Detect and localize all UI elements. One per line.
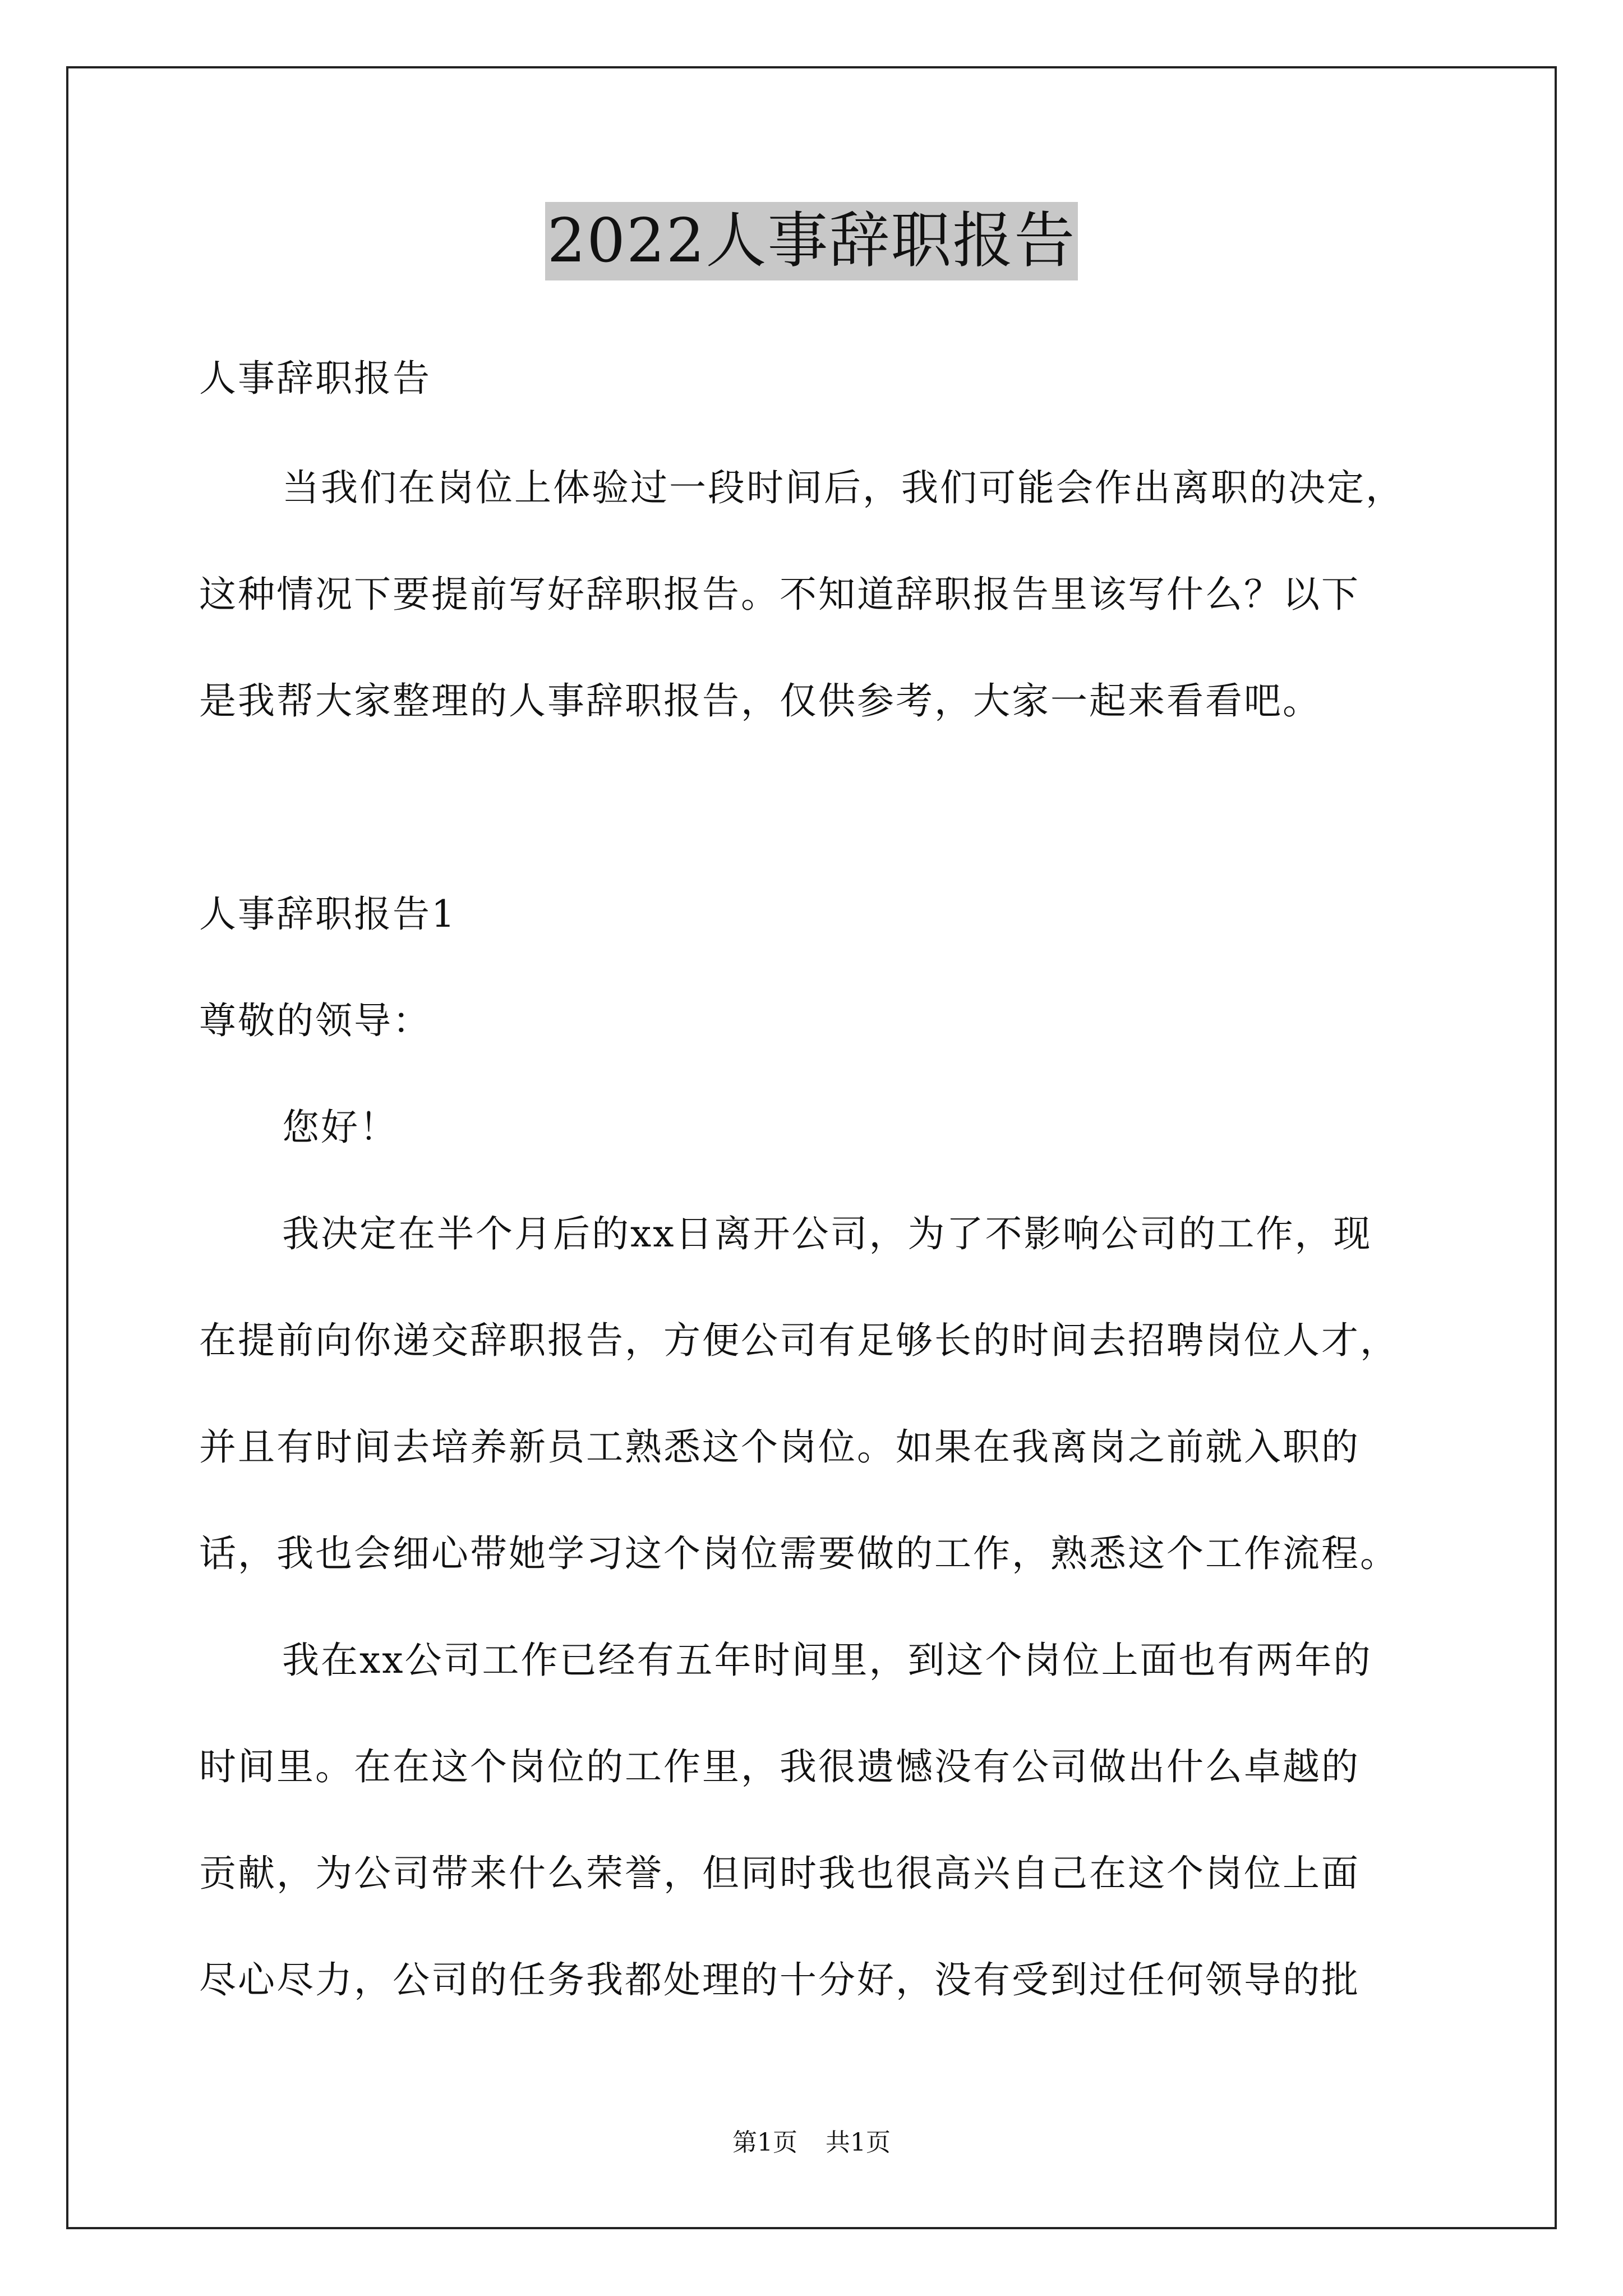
page-footer (0, 2126, 1623, 2160)
subtitle: 人事辞职报告 (199, 357, 431, 400)
paragraph-line: 尽心尽力，公司的任务我都处理的十分好，没有受到过任何领导的批 (199, 1958, 1360, 2001)
intro-line: 是我帮大家整理的人事辞职报告，仅供参考，大家一起来看看吧。 (199, 679, 1321, 723)
section-heading: 人事辞职报告1 (199, 892, 457, 936)
paragraph-line: 时间里。在在这个岗位的工作里，我很遗憾没有公司做出什么卓越的 (199, 1745, 1360, 1788)
page-number: 第1页 (732, 2128, 797, 2157)
paragraph-line: 我在xx公司工作已经有五年时间里，到这个岗位上面也有两年的 (282, 1639, 1372, 1682)
paragraph-line: 并且有时间去培养新员工熟悉这个岗位。如果在我离岗之前就入职的 (199, 1425, 1360, 1469)
paragraph-line: 我决定在半个月后的xx日离开公司，为了不影响公司的工作，现 (282, 1212, 1372, 1255)
paragraph-line: 话，我也会细心带她学习这个岗位需要做的工作，熟悉这个工作流程。 (199, 1532, 1399, 1575)
intro-line: 这种情况下要提前写好辞职报告。不知道辞职报告里该写什么？以下 (199, 573, 1360, 616)
greeting: 您好！ (282, 1106, 398, 1149)
page-total: 共1页 (826, 2128, 891, 2157)
title-block (0, 202, 1623, 280)
document-title: 2022人事辞职报告 (545, 202, 1078, 280)
salutation: 尊敬的领导： (199, 999, 431, 1042)
paragraph-line: 贡献，为公司带来什么荣誉，但同时我也很高兴自己在这个岗位上面 (199, 1852, 1360, 1895)
intro-line: 当我们在岗位上体验过一段时间后，我们可能会作出离职的决定， (282, 466, 1404, 509)
paragraph-line: 在提前向你递交辞职报告，方便公司有足够长的时间去招聘岗位人才， (199, 1319, 1399, 1362)
